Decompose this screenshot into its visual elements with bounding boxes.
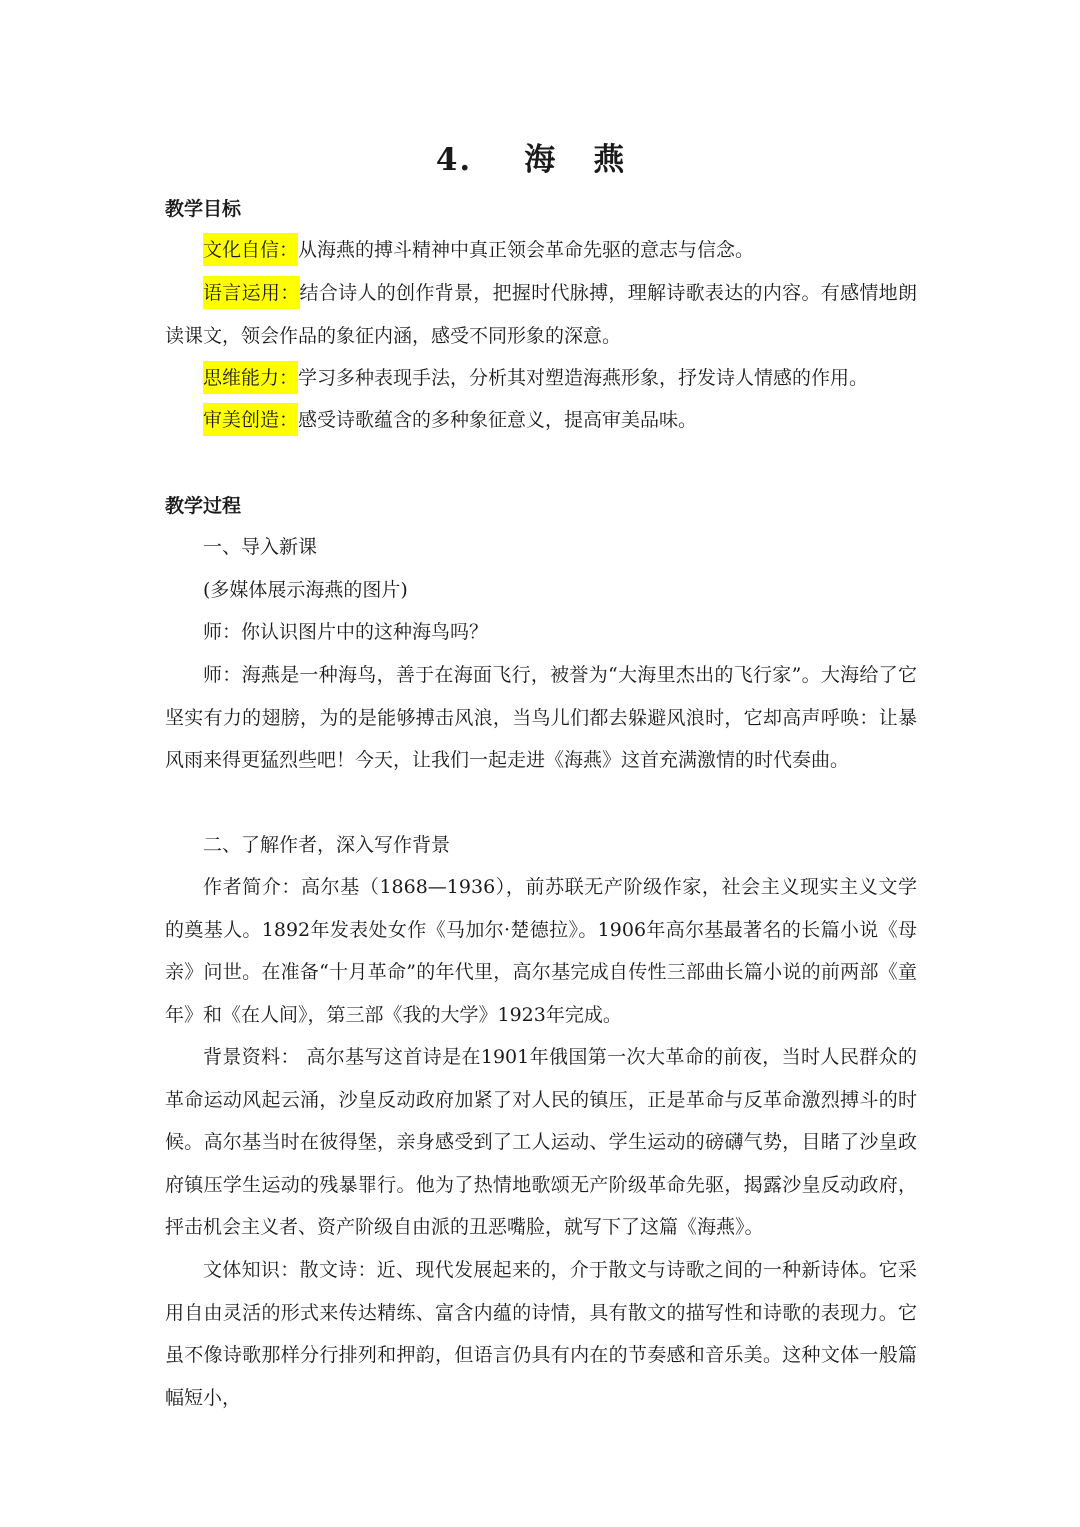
section-heading-goals: 教学目标	[165, 198, 242, 220]
goal-text: 从海燕的搏斗精神中真正领会革命先驱的意志与信念。	[298, 239, 755, 261]
goal-text: 感受诗歌蕴含的多种象征意义，提高审美品味。	[298, 409, 698, 431]
goal-label-highlight: 语言运用：	[203, 276, 300, 309]
goal-text: 学习多种表现手法，分析其对塑造海燕形象，抒发诗人情感的作用。	[298, 367, 869, 389]
goal-culture	[165, 229, 917, 272]
goal-thinking	[165, 357, 917, 400]
part1-intro: 师：海燕是一种海鸟，善于在海面飞行，被誉为“大海里杰出的飞行家”。大海给了它坚实有力的翅膀，为的是能够搏击风浪，当鸟儿们都去躲避风浪时，它却高声呼唤：让暴风雨来得更猛烈些吧！今天，让我们一起走进《海燕》这首充满激情的时代奏曲。	[165, 664, 917, 771]
part1-title: 一、导入新课	[203, 536, 318, 558]
goal-language	[165, 272, 917, 357]
title-char-2: 燕	[593, 142, 627, 178]
part1-question: 师：你认识图片中的这种海鸟吗？	[203, 621, 489, 643]
goal-text: 结合诗人的创作背景，把握时代脉搏，理解诗歌表达的内容。有感情地朗读课文，领会作品的象征内涵，感受不同形象的深意。	[165, 282, 917, 347]
background-info: 背景资料： 高尔基写这首诗是在1901年俄国第一次大革命的前夜，当时人民群众的革命运动风起云涌，沙皇反动政府加紧了对人民的镇压，正是革命与反革命激烈搏斗的时候。高尔基当时在彼得堡，亲身感受到了工人运动、学生运动的磅礴气势，目睹了沙皇政府镇压学生运动的残暴罪行。他为了热情地歌颂无产阶级革命先驱，揭露沙皇反动政府，抨击机会主义者、资产阶级自由派的丑恶嘴脸，就写下了这篇《海燕》。	[165, 1046, 917, 1238]
author-intro: 作者简介：高尔基（1868—1936），前苏联无产阶级作家，社会主义现实主义文学的奠基人。1892年发表处女作《马加尔·楚德拉》。1906年高尔基最著名的长篇小说《母亲》问世。在准备“十月革命”的年代里，高尔基完成自传性三部曲长篇小说的前两部《童年》和《在人间》，第三部《我的大学》1923年完成。	[165, 876, 917, 1026]
goal-label-highlight: 思维能力：	[203, 361, 298, 394]
goal-label-highlight: 文化自信：	[203, 233, 298, 266]
lesson-number: 4.	[435, 142, 473, 178]
goal-aesthetic	[165, 399, 917, 442]
genre-knowledge: 文体知识：散文诗：近、现代发展起来的，介于散文与诗歌之间的一种新诗体。它采用自由灵活的形式来传达精练、富含内蕴的诗情，具有散文的描写性和诗歌的表现力。它虽不像诗歌那样分行排列和押韵，但语言仍具有内在的节奏感和音乐美。这种文体一般篇幅短小，	[165, 1259, 917, 1409]
part2-title: 二、了解作者，深入写作背景	[203, 834, 451, 856]
page-title	[0, 138, 1080, 182]
section-heading-process: 教学过程	[165, 495, 242, 517]
title-char-1: 海	[524, 142, 558, 178]
part1-media-note: (多媒体展示海燕的图片)	[203, 579, 408, 601]
goal-label-highlight: 审美创造：	[203, 403, 298, 436]
